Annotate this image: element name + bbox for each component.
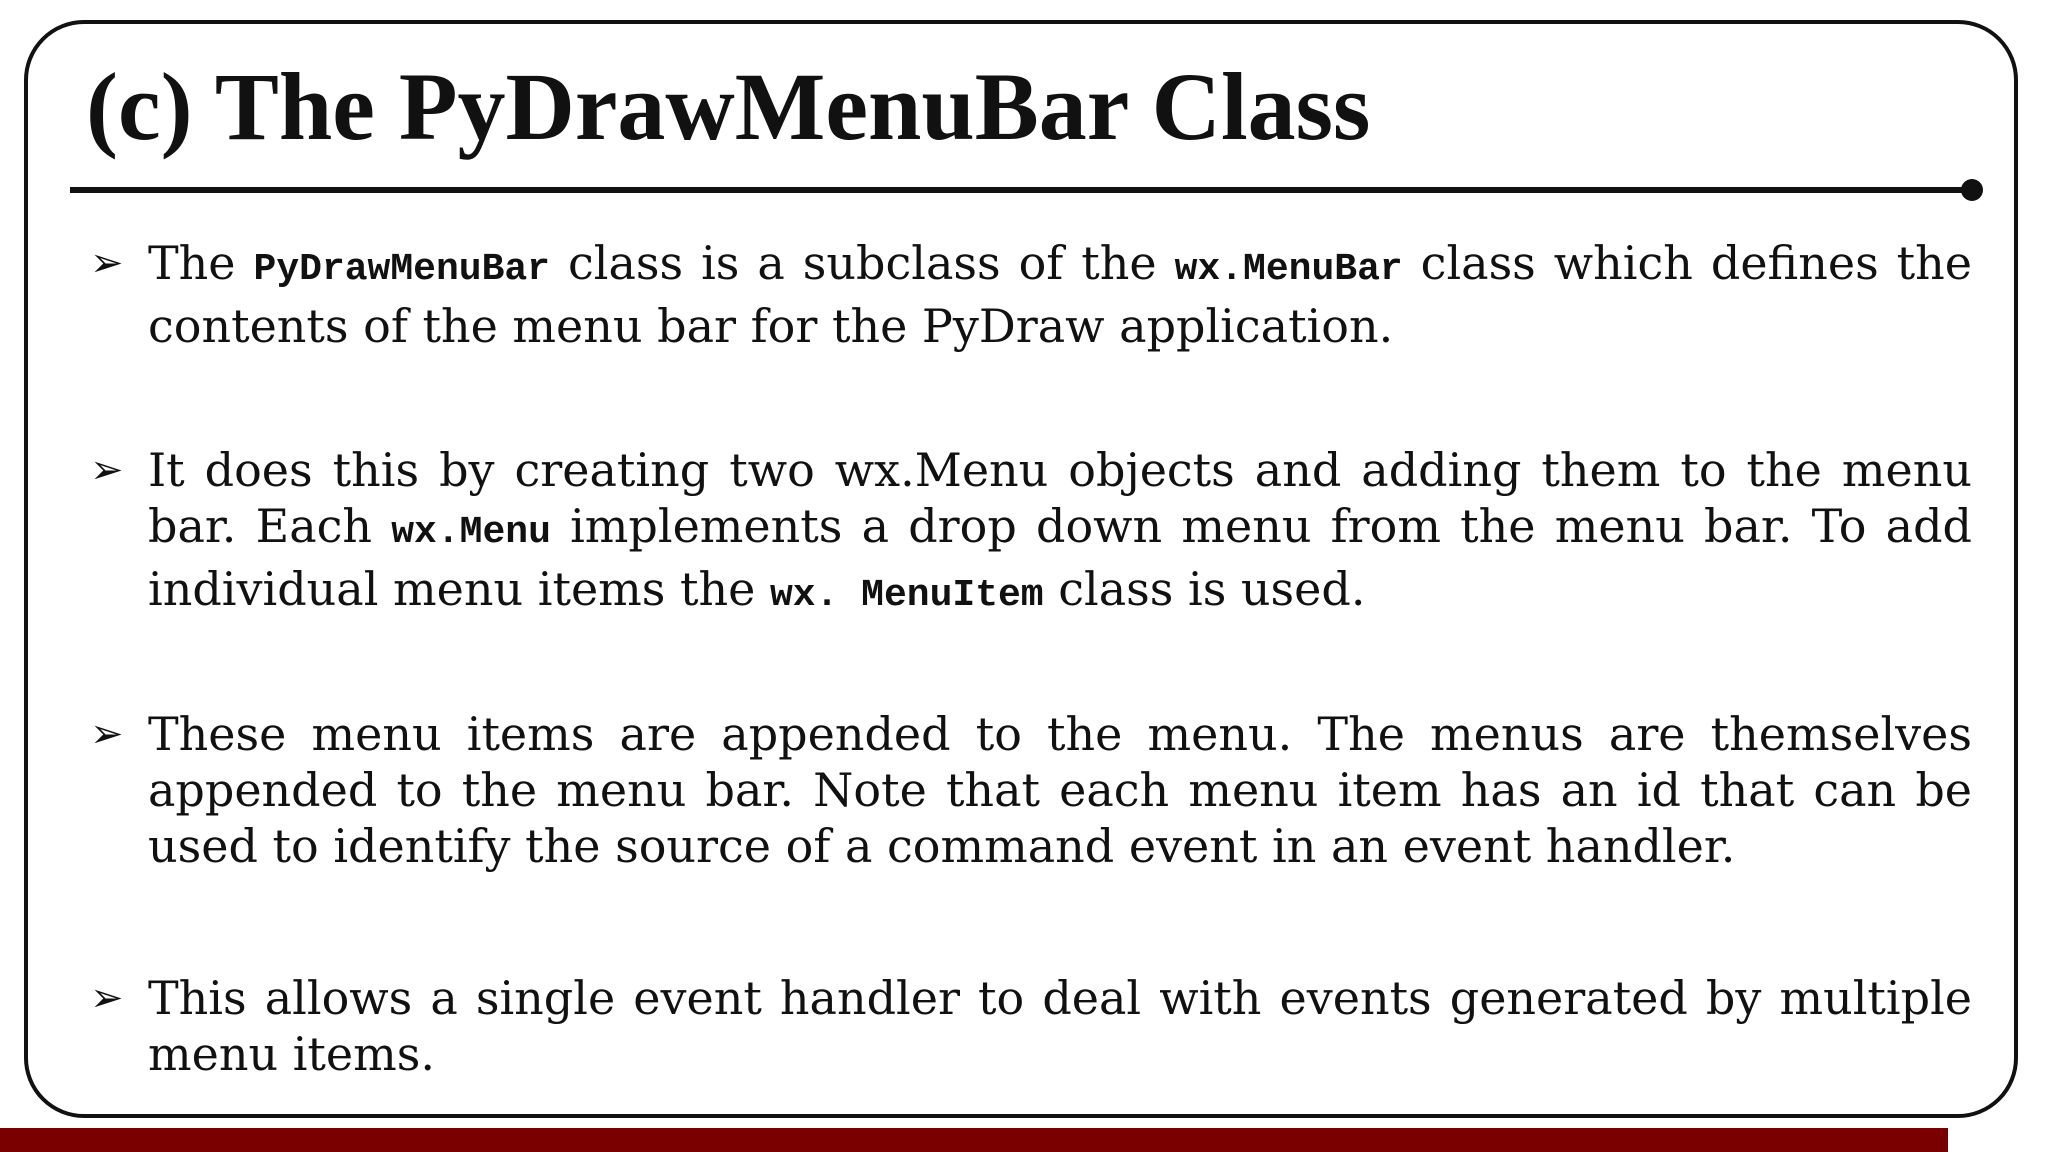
bottom-accent-bar: [0, 1128, 1948, 1152]
slide-title: (c) The PyDrawMenuBar Class: [86, 53, 1371, 160]
bullet-3: [90, 706, 1972, 874]
bullet-arrow-icon: ➢: [90, 240, 124, 286]
code-wx-menu: wx.Menu: [391, 511, 551, 554]
code-wx-menubar: wx.MenuBar: [1174, 248, 1403, 291]
title-divider: [70, 187, 1970, 193]
bullet-arrow-icon: ➢: [90, 975, 124, 1021]
code-pydrawmenubar: PyDrawMenuBar: [253, 248, 550, 291]
bullet-4: [90, 970, 1972, 1082]
bullet-arrow-icon: ➢: [90, 447, 124, 493]
bullet-text: The PyDrawMenuBar class is a subclass of the wx.MenuBar class which defines the contents of the menu bar for the PyDraw application.: [148, 236, 1973, 353]
bullet-arrow-icon: ➢: [90, 711, 124, 757]
bullet-text: This allows a single event handler to deal with events generated by multiple menu items.: [148, 971, 1972, 1081]
bullet-2: [90, 442, 1972, 624]
bullet-1: [90, 235, 1972, 354]
bullet-text: These menu items are appended to the menu. The menus are themselves appended to the menu bar. Note that each menu item has an id that can be used to identify the source of a command event in an event handler.: [148, 707, 1972, 873]
bullet-text: It does this by creating two wx.Menu objects and adding them to the menu bar. Each wx.Menu implements a drop down menu from the menu bar. To add individual menu items the wx. MenuItem class is used.: [148, 443, 1972, 617]
divider-end-dot: [1961, 179, 1983, 201]
code-wx-menuitem: wx. MenuItem: [769, 574, 1044, 617]
